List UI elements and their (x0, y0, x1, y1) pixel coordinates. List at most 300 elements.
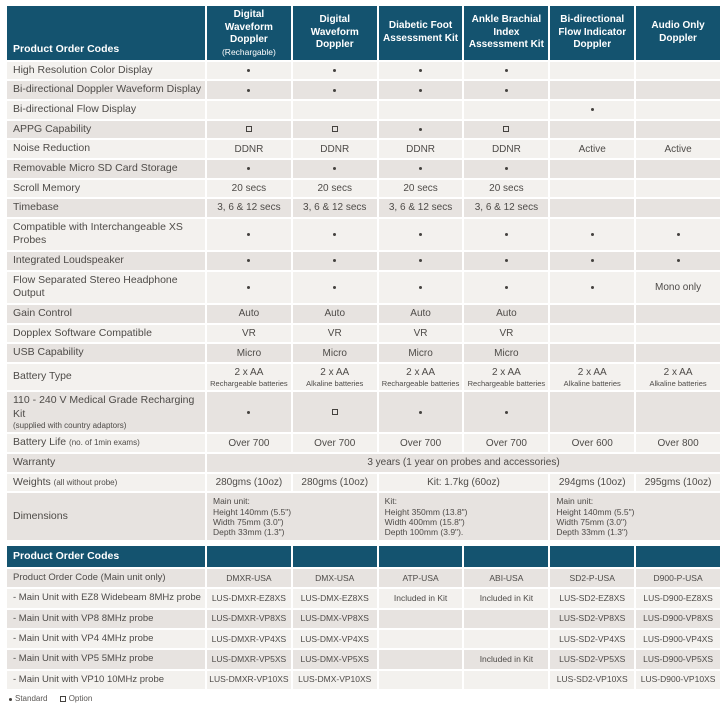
spec-row (7, 121, 720, 139)
cell-value: LUS-DMXR-VP5XS (211, 654, 287, 665)
product-title: Bi-directional Flow Indicator Doppler (558, 14, 627, 51)
standard-marker-icon (247, 259, 250, 262)
row-label-text: Battery Life (13, 436, 67, 449)
product-title: Digital Waveform Doppler (310, 14, 359, 51)
row-label-text: High Resolution Color Display (13, 63, 153, 76)
order-code-cell (550, 589, 634, 607)
row-label-note: (all without probe) (53, 477, 118, 487)
spec-cell (293, 140, 377, 158)
spec-row (7, 101, 720, 119)
spec-cell (636, 344, 720, 362)
cell-value: LUS-DMXR-EZ8XS (211, 593, 286, 604)
spec-cell (636, 81, 720, 99)
spec-row (7, 160, 720, 178)
spec-cell (379, 474, 549, 492)
spec-row-label (7, 650, 205, 668)
row-label-text: Dopplex Software Compatible (13, 326, 152, 339)
spec-cell (293, 62, 377, 80)
spec-cell (636, 305, 720, 323)
order-code-cell (293, 671, 377, 689)
standard-marker-icon (333, 69, 336, 72)
order-code-cell (464, 589, 548, 607)
spec-cell (550, 62, 634, 80)
order-code-cell (550, 569, 634, 587)
cell-value: 20 secs (403, 182, 438, 194)
spec-row (7, 252, 720, 270)
order-table-body (7, 569, 720, 689)
spec-cell (207, 454, 720, 472)
order-code-cell (550, 671, 634, 689)
spec-cell (636, 364, 720, 390)
cell-value: 20 secs (489, 182, 524, 194)
spec-cell (636, 474, 720, 492)
spec-row-label (7, 272, 205, 303)
cell-value: VR (499, 327, 514, 339)
cell-value: LUS-DMX-VP10XS (298, 674, 372, 685)
spec-cell (207, 392, 291, 432)
order-row (7, 569, 720, 587)
spec-table (5, 4, 722, 542)
spec-row (7, 325, 720, 343)
cell-value: Over 700 (314, 437, 356, 449)
spec-cell (636, 101, 720, 119)
order-code-cell (293, 569, 377, 587)
spec-cell (550, 101, 634, 119)
order-code-cell (636, 589, 720, 607)
dimension-line: Width 400mm (15.8") (384, 516, 465, 527)
dimension-line: Depth 33mm (1.3") (213, 526, 285, 537)
spec-cell (464, 305, 548, 323)
standard-marker-icon (591, 286, 594, 289)
spec-cell (379, 180, 463, 198)
order-code-cell (464, 650, 548, 668)
spec-cell (207, 62, 291, 80)
spec-row-label (7, 569, 205, 587)
dimension-line: Depth 33mm (1.3") (556, 526, 628, 537)
order-code-cell (464, 569, 548, 587)
cell-value: Mono only (655, 281, 702, 293)
spec-row (7, 454, 720, 472)
spec-row (7, 364, 720, 390)
spec-row-label (7, 180, 205, 198)
spec-cell (550, 493, 720, 540)
spec-row-label (7, 62, 205, 80)
spec-cell (464, 344, 548, 362)
spec-cell (379, 305, 463, 323)
order-code-cell (550, 610, 634, 628)
legend-standard-label: Standard (15, 694, 48, 703)
cell-value: DDNR (491, 143, 521, 155)
spec-cell (379, 493, 549, 540)
product-title: Audio Only Doppler (651, 20, 705, 44)
order-header-spacer (464, 546, 548, 567)
spec-cell (379, 81, 463, 99)
spec-cell (379, 160, 463, 178)
spec-cell (207, 493, 377, 540)
dimension-line: Depth 100mm (3.9"). (384, 526, 464, 537)
cell-value: Auto (496, 308, 517, 320)
spec-cell (636, 180, 720, 198)
option-marker-icon (503, 126, 509, 132)
spec-row (7, 474, 720, 492)
spec-cell (464, 121, 548, 139)
standard-marker-icon (247, 233, 250, 236)
product-title: Ankle Brachial Index Assessment Kit (468, 14, 544, 51)
standard-marker-icon (419, 286, 422, 289)
cell-value: D900-P-USA (653, 572, 703, 583)
spec-cell (379, 325, 463, 343)
spec-cell (207, 434, 291, 452)
spec-cell (550, 434, 634, 452)
dimension-line: Width 75mm (3.0") (213, 516, 284, 527)
spec-cell (464, 434, 548, 452)
spec-cell (293, 252, 377, 270)
spec-row-label (7, 493, 205, 540)
spec-cell (464, 101, 548, 119)
order-code-cell (464, 671, 548, 689)
spec-cell (464, 325, 548, 343)
standard-marker-icon (419, 411, 422, 414)
order-code-cell (550, 650, 634, 668)
spec-row-label (7, 160, 205, 178)
row-label-text: Noise Reduction (13, 142, 91, 155)
order-code-cell (207, 650, 291, 668)
row-label-text: Battery Type (13, 370, 72, 383)
order-code-cell (636, 650, 720, 668)
order-code-cell (293, 610, 377, 628)
row-label-text: 110 - 240 V Medical Grade Recharging Kit (13, 393, 195, 420)
cell-value: Over 700 (400, 437, 442, 449)
standard-marker-icon (677, 259, 680, 262)
spec-cell (464, 81, 548, 99)
order-row (7, 630, 720, 648)
cell-value: 2 x AA (491, 366, 521, 378)
spec-cell (207, 325, 291, 343)
option-marker-icon (246, 126, 252, 132)
standard-marker-icon (505, 167, 508, 170)
spec-cell (464, 180, 548, 198)
cell-value: Over 800 (657, 437, 699, 449)
spec-cell (293, 364, 377, 390)
spec-cell (207, 364, 291, 390)
spec-row-label (7, 392, 205, 432)
spec-cell (293, 160, 377, 178)
spec-cell (550, 219, 634, 250)
order-table-head (7, 546, 720, 567)
spec-row-label (7, 252, 205, 270)
order-code-cell (207, 630, 291, 648)
spec-cell (207, 81, 291, 99)
standard-marker-icon (419, 259, 422, 262)
spec-cell (550, 160, 634, 178)
spec-cell (293, 392, 377, 432)
standard-marker-icon (505, 259, 508, 262)
cell-value: DMXR-USA (226, 572, 272, 583)
row-label-text: - Main Unit with VP10 10MHz probe (13, 673, 165, 685)
standard-marker-icon (247, 69, 250, 72)
cell-value: DDNR (320, 143, 350, 155)
row-label-text: Bi-directional Doppler Waveform Display (13, 83, 202, 96)
row-label-text: Warranty (13, 456, 56, 469)
spec-row (7, 140, 720, 158)
cell-value: Over 700 (485, 437, 527, 449)
order-code-cell (379, 630, 463, 648)
cell-value: LUS-SD2-VP5XS (559, 654, 626, 665)
spec-cell (550, 474, 634, 492)
cell-value: Auto (238, 308, 260, 320)
spec-cell (379, 364, 463, 390)
spec-cell (636, 62, 720, 80)
standard-marker-icon (419, 128, 422, 131)
order-code-cell (207, 671, 291, 689)
row-label-text: Flow Separated Stereo Headphone Output (13, 273, 178, 300)
spec-cell (550, 252, 634, 270)
spec-cell (293, 325, 377, 343)
cell-value: Auto (324, 308, 346, 320)
cell-value: LUS-DMXR-VP4XS (211, 633, 287, 644)
order-header-spacer (636, 546, 720, 567)
order-code-cell (636, 610, 720, 628)
dimension-line: Main unit: (556, 496, 594, 507)
order-code-cell (464, 610, 548, 628)
spec-cell (464, 219, 548, 250)
product-column-header (207, 6, 291, 60)
order-code-cell (207, 610, 291, 628)
row-label-text: APPG Capability (13, 122, 92, 135)
row-label-text: Timebase (13, 201, 59, 214)
order-header-spacer (550, 546, 634, 567)
spec-table-body (7, 62, 720, 540)
spec-cell (379, 199, 463, 217)
standard-marker-icon (247, 286, 250, 289)
spec-cell (379, 344, 463, 362)
order-row (7, 671, 720, 689)
spec-cell (379, 140, 463, 158)
spec-row-label (7, 610, 205, 628)
spec-cell (293, 101, 377, 119)
cell-value: 2 x AA (663, 366, 693, 378)
cell-subtext: Alkaline batteries (649, 378, 707, 388)
spec-row (7, 272, 720, 303)
row-label-text: USB Capability (13, 346, 84, 359)
cell-subtext: Rechargeable batteries (467, 378, 546, 388)
spec-cell (207, 160, 291, 178)
cell-value: Over 600 (571, 437, 613, 449)
spec-row-label (7, 101, 205, 119)
standard-marker-icon (247, 167, 250, 170)
cell-value: Over 700 (228, 437, 270, 449)
spec-row (7, 62, 720, 80)
standard-marker-icon (505, 286, 508, 289)
spec-cell (464, 140, 548, 158)
cell-value: DMX-USA (315, 572, 355, 583)
product-subtitle: (Rechargable) (221, 46, 276, 57)
spec-cell (293, 344, 377, 362)
cell-value: 280gms (10oz) (301, 477, 369, 488)
standard-marker-icon (591, 108, 594, 111)
spec-header-label: Product Order Codes (7, 6, 205, 60)
cell-value: 2 x AA (234, 366, 264, 378)
order-code-cell (293, 589, 377, 607)
spec-cell (550, 364, 634, 390)
cell-value: Micro (408, 347, 433, 359)
spec-cell (207, 252, 291, 270)
cell-value: LUS-DMX-EZ8XS (300, 593, 369, 604)
spec-cell (550, 81, 634, 99)
cell-value: DDNR (406, 143, 436, 155)
spec-cell (636, 434, 720, 452)
cell-value: Micro (322, 347, 347, 359)
spec-row (7, 344, 720, 362)
cell-value: Active (664, 143, 692, 155)
order-code-cell (379, 589, 463, 607)
cell-subtext: Rechargeable batteries (210, 378, 288, 388)
spec-row-label (7, 344, 205, 362)
row-label-note: (supplied with country adaptors) (13, 421, 127, 431)
spec-cell (207, 272, 291, 303)
standard-marker-icon (9, 698, 12, 701)
spec-cell (293, 180, 377, 198)
cell-value: LUS-D900-VP10XS (640, 674, 716, 685)
spec-cell (207, 121, 291, 139)
standard-marker-icon (505, 89, 508, 92)
cell-value: LUS-D900-VP5XS (643, 654, 714, 665)
spec-cell (636, 325, 720, 343)
spec-cell (550, 180, 634, 198)
spec-cell (464, 62, 548, 80)
cell-value: Micro (494, 347, 519, 359)
spec-cell (293, 219, 377, 250)
order-code-cell (636, 569, 720, 587)
spec-cell (379, 62, 463, 80)
spec-cell (207, 199, 291, 217)
spec-cell (207, 219, 291, 250)
product-title: Diabetic Foot Assessment Kit (383, 20, 459, 44)
cell-value: LUS-DMXR-VP8XS (211, 613, 287, 624)
row-label-text: Bi-directional Flow Display (13, 102, 137, 115)
order-code-cell (293, 650, 377, 668)
dimension-line: Height 140mm (5.5") (213, 506, 292, 517)
cell-value: VR (241, 327, 256, 339)
spec-row-label (7, 305, 205, 323)
spec-cell (293, 474, 377, 492)
spec-table-head (7, 6, 720, 60)
spec-cell (636, 140, 720, 158)
standard-marker-icon (419, 69, 422, 72)
spec-cell (207, 305, 291, 323)
spec-row (7, 434, 720, 452)
row-label-text: Product Order Code (Main unit only) (13, 572, 166, 584)
cell-value: ATP-USA (402, 572, 439, 583)
order-code-cell (379, 610, 463, 628)
spec-row (7, 493, 720, 540)
order-code-cell (550, 630, 634, 648)
product-column-header (464, 6, 548, 60)
spec-cell (207, 344, 291, 362)
spec-cell (464, 199, 548, 217)
cell-value: 295gms (10oz) (644, 477, 712, 488)
spec-row-label (7, 454, 205, 472)
spec-cell (636, 199, 720, 217)
spec-cell (636, 160, 720, 178)
cell-value: LUS-D900-EZ8XS (643, 593, 713, 604)
spec-cell (207, 474, 291, 492)
order-header-label: Product Order Codes (7, 546, 205, 567)
cell-subtext: Alkaline batteries (306, 378, 364, 388)
spec-cell (207, 180, 291, 198)
dimension-line: Height 140mm (5.5") (556, 506, 635, 517)
legend (9, 694, 722, 703)
cell-value: Included in Kit (479, 654, 534, 665)
order-code-cell (636, 630, 720, 648)
dimension-line: Height 350mm (13.8") (384, 506, 468, 517)
spec-cell (550, 199, 634, 217)
row-label-text: - Main Unit with VP5 5MHz probe (13, 653, 154, 665)
spec-cell (550, 325, 634, 343)
standard-marker-icon (247, 411, 250, 414)
spec-cell (550, 121, 634, 139)
cell-value: LUS-DMX-VP8XS (300, 613, 369, 624)
dimension-line: Main unit: (213, 496, 250, 507)
order-code-cell (207, 589, 291, 607)
cell-value: 3, 6 & 12 secs (217, 202, 281, 214)
cell-value: 20 secs (317, 182, 352, 194)
cell-value: 280gms (10oz) (215, 477, 283, 488)
spec-row-label (7, 199, 205, 217)
spec-cell (379, 101, 463, 119)
product-column-header (550, 6, 634, 60)
cell-value: LUS-DMX-VP4XS (300, 633, 369, 644)
order-header-row (7, 546, 720, 567)
spec-cell (293, 199, 377, 217)
cell-value: Included in Kit (479, 593, 534, 604)
spec-cell (550, 344, 634, 362)
spec-cell (636, 392, 720, 432)
spec-cell (207, 101, 291, 119)
order-row (7, 589, 720, 607)
option-marker-icon (332, 126, 338, 132)
product-column-header (636, 6, 720, 60)
order-row (7, 650, 720, 668)
spec-cell (550, 305, 634, 323)
product-column-header (379, 6, 463, 60)
order-row (7, 610, 720, 628)
cell-value: VR (413, 327, 428, 339)
cell-value: 3, 6 & 12 secs (303, 202, 367, 214)
order-header-spacer (207, 546, 291, 567)
order-code-cell (207, 569, 291, 587)
cell-value: ABI-USA (489, 572, 524, 583)
spec-row-label (7, 140, 205, 158)
spec-cell (550, 140, 634, 158)
spec-header-row (7, 6, 720, 60)
cell-value: SD2-P-USA (569, 572, 615, 583)
standard-marker-icon (505, 411, 508, 414)
order-code-cell (636, 671, 720, 689)
cell-value: 2 x AA (320, 366, 350, 378)
standard-marker-icon (677, 233, 680, 236)
spec-cell (293, 81, 377, 99)
cell-value: 3, 6 & 12 secs (474, 202, 539, 214)
spec-cell (379, 252, 463, 270)
standard-marker-icon (333, 89, 336, 92)
standard-marker-icon (419, 233, 422, 236)
spec-cell (636, 219, 720, 250)
standard-marker-icon (247, 89, 250, 92)
spec-cell (464, 272, 548, 303)
dimension-line: Kit: (384, 496, 397, 507)
row-label-text: Gain Control (13, 307, 72, 320)
